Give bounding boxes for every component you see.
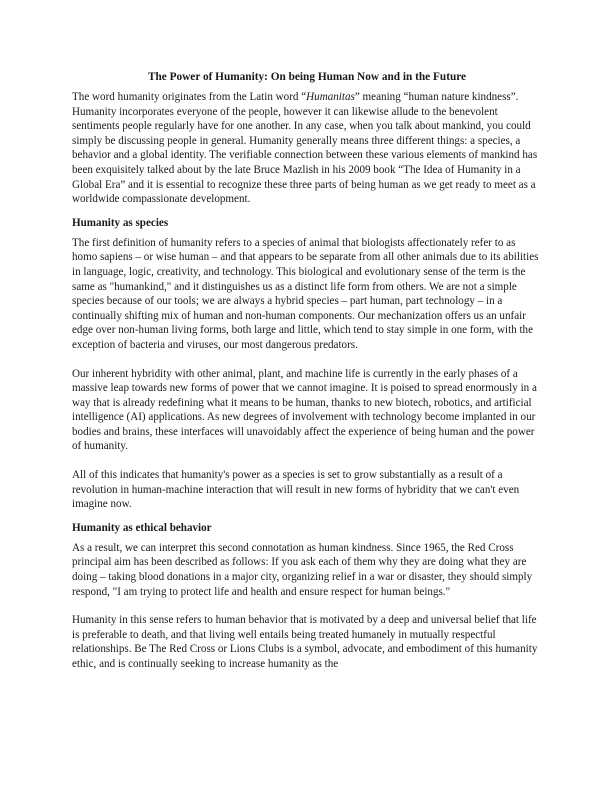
section-heading-ethical-behavior: Humanity as ethical behavior	[72, 521, 212, 534]
species-paragraph-3: All of this indicates that humanity's power as a species is set to grow substantially as a result of a revolution in human-machine interaction that will result in new forms of hybridity that we can't even imagine now.	[72, 469, 520, 511]
species-paragraph-2: Our inherent hybridity with other animal, plant, and machine life is currently in the early phases of a massive leap towards new forms of power that we cannot imagine. It is poised to spread enormously in a way that is already redefining what it means to be human, thanks to new biotech, robotics, and artificial intelligence (AI) applications. As new degrees of involvement with technology become implanted in our bodies and brains, these interfaces will unavoidably affect the experience of being human and the power of humanity.	[72, 367, 537, 453]
intro-latin-word: Humanitas	[306, 91, 355, 103]
intro-text-start: The word humanity originates from the Latin word “	[72, 91, 307, 103]
section-heading-species: Humanity as species	[72, 216, 169, 229]
document-title: The Power of Humanity: On being Human Now and in the Future	[147, 71, 467, 83]
ethical-paragraph-2: Humanity in this sense refers to human behavior that is motivated by a deep and universal belief that life is preferable to death, and that living well entails being treated humanely in mutually respectful relationships. Be The Red Cross or Lions Clubs is a symbol, advocate, and embodiment of this humanity ethic, and is continually seeking to increase humanity as the	[72, 614, 538, 670]
species-paragraph-1: The first definition of humanity refers to a species of animal that biologists affectionately refer to as homo sapiens – or wise human – and that appears to be separate from all other animals due to its abilities in language, logic, creativity, and technology. This biological and evolutionary sense of the term is the same as "humankind," and it distinguishes us as a distinct life form from others. We are not a simple species because of our tools; we are always a hybrid species – part human, part technology – in a continually shifting mix of human and non-human components. Our mechanization offers us an unfair edge over non-human living forms, both large and little, which tend to stay simple in one form, with the exception of bacteria and viruses, our most dangerous predators.	[72, 236, 539, 351]
ethical-paragraph-1: As a result, we can interpret this second connotation as human kindness. Since 1965, the Red Cross principal aim has been described as follows: If you ask each of them why they are doing what they are doing – taking blood donations in a major city, organizing relief in a war or disaster, they should simply respond, "I am trying to protect life and health and ensure respect for human beings."	[72, 541, 533, 598]
intro-paragraph	[72, 90, 542, 207]
intro-text-rest: ” meaning “human nature kindness”. Humanity incorporates everyone of the people, however it can likewise allude to the benevolent sentiments people regularly have for one another. In any case, when you talk about mankind, you could simply be discussing people in general. Humanity generally means three different things: a species, a behavior and a global identity. The verifiable connection between these various elements of mankind has been exquisitely talked about by the late Bruce Mazlish in his 2009 book “The Idea of Humanity in a Global Era” and it is essential to recognize these three parts of being human as we get ready to meet as a worldwide compassionate development.	[72, 91, 538, 206]
